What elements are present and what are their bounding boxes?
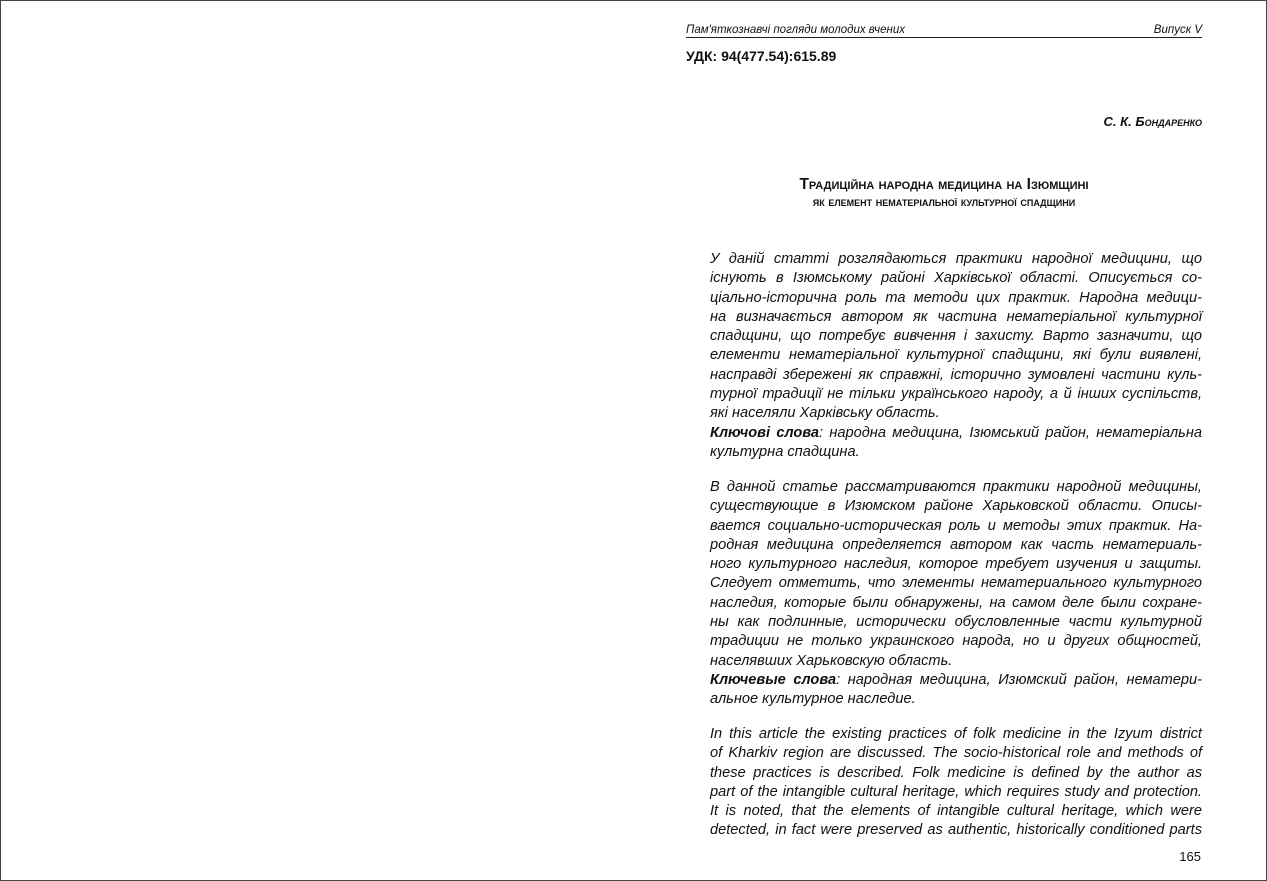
text-line: турної традиції не тільки українського народу, а й інших суспільств, bbox=[710, 386, 1202, 403]
article-title-line1: Традиційна народна медицина на Ізюмщині bbox=[799, 176, 1089, 193]
text-line: В данной статье рассматриваются практики народной медицины, bbox=[710, 479, 1202, 495]
text-line: наследия, которые были обнаружены, на самом деле были сохране- bbox=[710, 594, 1202, 611]
text-line: родная медицина определяется автором как часть нематериаль- bbox=[710, 536, 1202, 553]
keywords-label: Ключові слова bbox=[710, 424, 819, 441]
running-header bbox=[686, 24, 1202, 38]
text-line: традиции не только украинского народа, но и других общностей, bbox=[710, 633, 1202, 650]
text-line: вается социально-историческая роль и методы этих практик. На- bbox=[710, 517, 1202, 534]
abstract-ukrainian bbox=[710, 250, 1202, 462]
text-line: of Kharkiv region are discussed. The socio-historical role and methods of bbox=[710, 745, 1202, 762]
text-line: населявших Харьковскую область. bbox=[710, 652, 953, 669]
text-line: Следует отметить, что элементы нематериального культурного bbox=[710, 575, 1202, 592]
text-line: part of the intangible cultural heritage, which requires study and protection. bbox=[710, 783, 1202, 800]
text-line: У даній статті розглядаються практики народної медицини, що bbox=[710, 251, 1202, 267]
issue-number: Випуск V bbox=[1153, 24, 1202, 36]
article-title-line2: як елемент нематеріальної культурної спадщини bbox=[812, 194, 1076, 209]
text-line: які населяли Харківську область. bbox=[710, 405, 940, 422]
text-line: на визначається автором як частина нематеріальної культурної bbox=[710, 308, 1202, 325]
page-number: 165 bbox=[1179, 849, 1201, 864]
abstract-english bbox=[710, 725, 1202, 841]
udk-code: УДК: 94(477.54):615.89 bbox=[686, 48, 837, 64]
text-line: In this article the existing practices of folk medicine in the Izyum district bbox=[710, 726, 1202, 742]
keywords bbox=[710, 424, 1202, 443]
text-line: ного культурного наследия, которое требует изучения и защиты. bbox=[710, 556, 1202, 573]
text-line: насправді збережені як справжні, історично зумовлені частини куль- bbox=[710, 366, 1202, 383]
text-line: альное культурное наследие. bbox=[710, 691, 916, 708]
abstract-russian bbox=[710, 478, 1202, 710]
text-line: елементи нематеріальної культурної спадщини, які були виявлені, bbox=[710, 347, 1202, 364]
text-line: ціально-історична роль та методи цих практик. Народна медици- bbox=[710, 289, 1202, 306]
keywords-text: : народна медицина, Ізюмський район, нематеріальна bbox=[819, 424, 1202, 441]
text-line: ны как подлинные, исторически обусловленные части культурной bbox=[710, 614, 1202, 631]
text-line: It is noted, that the elements of intangible cultural heritage, which were bbox=[710, 803, 1202, 820]
text-line: detected, in fact were preserved as authentic, historically conditioned parts bbox=[710, 822, 1202, 839]
text-line: существующие в Изюмском районе Харьковской области. Описы- bbox=[710, 498, 1202, 515]
keywords-text: : народная медицина, Изюмский район, нематери- bbox=[836, 671, 1203, 688]
text-line: культурна спадщина. bbox=[710, 443, 860, 460]
text-line: існують в Ізюмському районі Харківської області. Описується со- bbox=[710, 270, 1202, 287]
text-line: these practices is described. Folk medicine is defined by the author as bbox=[710, 764, 1202, 781]
keywords bbox=[710, 671, 1202, 690]
author: С. К. Бондаренко bbox=[1103, 114, 1202, 129]
text-line: спадщини, що потребує вивчення і захисту. Варто зазначити, що bbox=[710, 328, 1202, 345]
journal-title: Пам'яткознавчі погляди молодих вчених bbox=[686, 24, 905, 36]
keywords-label: Ключевые слова bbox=[710, 671, 837, 688]
